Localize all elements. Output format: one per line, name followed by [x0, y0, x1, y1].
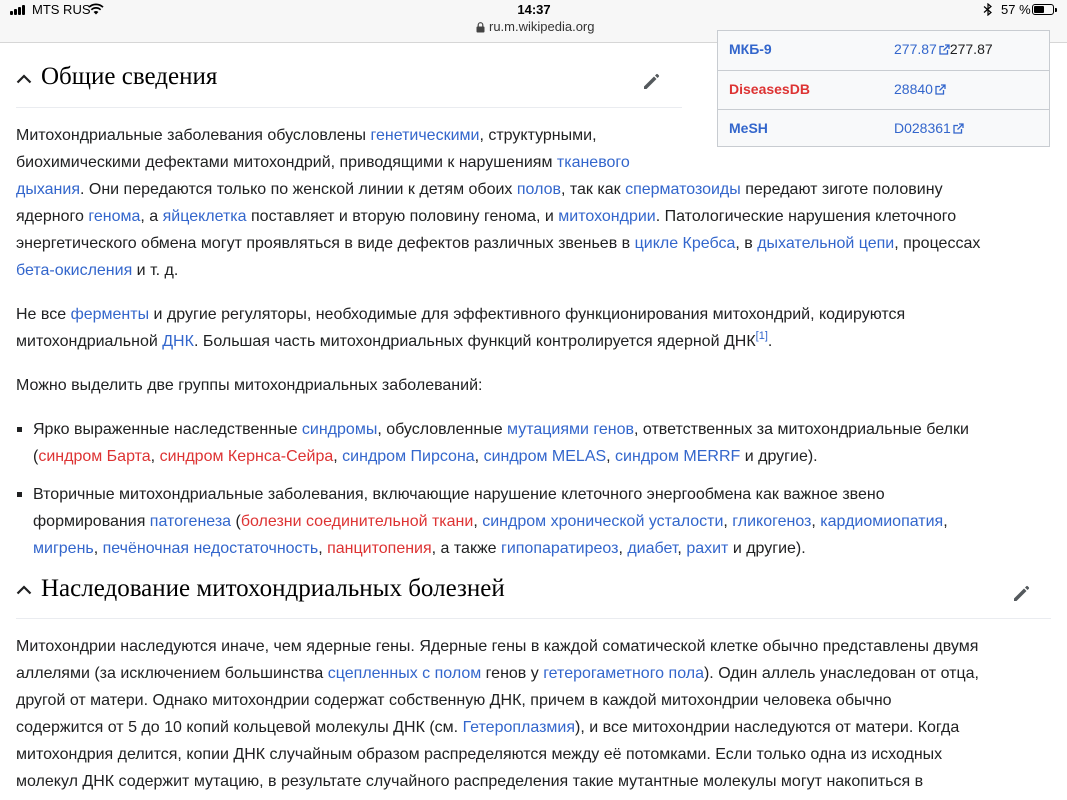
text-run: Ярко выраженные наследственные: [33, 421, 302, 438]
infobox-label[interactable]: DiseasesDB: [729, 81, 810, 97]
wiki-link[interactable]: яйцеклетка: [162, 208, 247, 225]
wiki-link[interactable]: печёночная недостаточность: [102, 540, 319, 557]
text-line: [16, 633, 979, 660]
text-line: [16, 301, 905, 328]
text-run: ,: [677, 540, 687, 557]
wiki-link-missing[interactable]: синдром Барта: [38, 448, 151, 465]
text-line: [16, 714, 979, 741]
list-item-hereditary: [33, 416, 969, 470]
text-run: Вторичные митохондриальные заболевания, включающие нарушение клеточного энергообмена как важное звено: [33, 486, 885, 503]
infobox-row-icd9: [718, 31, 1049, 71]
paragraph-inheritance-1: [16, 633, 979, 795]
infobox-row-diseasesdb: [718, 70, 1049, 110]
text-run: , в: [735, 235, 758, 252]
text-run: формирования: [33, 513, 150, 530]
text-run: (: [231, 513, 241, 530]
infobox-value-link[interactable]: 277.87: [894, 41, 937, 57]
text-run: ,: [943, 513, 948, 530]
text-run: передают зиготе половину: [740, 181, 943, 198]
clock: 14:37: [517, 2, 551, 17]
text-run: . Они передаются только по женской линии к детям обоих: [80, 181, 517, 198]
edit-pencil-icon[interactable]: [641, 72, 661, 92]
text-run: , процессах: [894, 235, 981, 252]
heading-divider: [16, 107, 682, 108]
text-run: , а: [140, 208, 163, 225]
text-run: другой от матери. Однако митохондрии содержат собственную ДНК, причем в каждой митохондрии человека обычно: [16, 692, 892, 709]
wiki-link[interactable]: тканевого: [556, 154, 630, 171]
external-link-icon: [939, 44, 950, 55]
text-line: [33, 535, 948, 562]
text-run: ,: [333, 448, 343, 465]
text-run: , а также: [431, 540, 501, 557]
section-heading-general[interactable]: Общие сведения: [41, 63, 218, 90]
bluetooth-icon: [983, 3, 993, 16]
section-heading-inheritance[interactable]: Наследование митохондриальных болезней: [41, 575, 505, 602]
battery-icon: [1032, 4, 1054, 15]
wiki-link[interactable]: гипопаратиреоз: [500, 540, 619, 557]
wiki-link[interactable]: рахит: [686, 540, 729, 557]
wiki-link[interactable]: дыхания: [16, 181, 80, 198]
wiki-link[interactable]: мигрень: [33, 540, 94, 557]
wiki-link[interactable]: синдромы: [301, 421, 378, 438]
infobox-value: [894, 81, 946, 97]
cellular-signal-icon: [10, 5, 28, 15]
wiki-link[interactable]: синдром MELAS: [483, 448, 607, 465]
address-bar-url[interactable]: ru.m.wikipedia.org: [489, 19, 595, 34]
text-run: ,: [811, 513, 821, 530]
text-line: [33, 481, 948, 508]
collapse-section-chevron-icon[interactable]: [16, 74, 32, 84]
text-run: аллелями (за исключением большинства: [16, 665, 328, 682]
text-line: [16, 741, 979, 768]
text-line: [16, 203, 980, 230]
text-line: [16, 149, 980, 176]
text-run: , ответственных за митохондриальные белки: [634, 421, 969, 438]
text-line: [16, 122, 980, 149]
text-run: ,: [150, 448, 160, 465]
text-run: молекул ДНК содержит мутацию, в результате случайного распределения такие мутантные молекулы могут накопиться в: [16, 773, 924, 790]
text-line: [16, 768, 979, 795]
text-run: Митохондриальные заболевания обусловлены: [16, 127, 371, 144]
paragraph-general-1: [16, 122, 980, 284]
bullet-marker: [17, 492, 22, 497]
wiki-link[interactable]: Гетероплазмия: [462, 719, 576, 736]
infobox-value-extra: 277.87: [949, 41, 993, 57]
wiki-link[interactable]: гетерогаметного пола: [543, 665, 704, 682]
text-run: Митохондрии наследуются иначе, чем ядерные гены. Ядерные гены в каждой соматической клетке обычно представлены двумя: [16, 638, 979, 655]
wifi-icon: [88, 3, 104, 15]
text-run: и другие).: [740, 448, 818, 465]
wiki-link[interactable]: генетическими: [370, 127, 480, 144]
text-run: ядерного: [16, 208, 89, 225]
text-line: [33, 508, 948, 535]
text-run: генов у: [481, 665, 544, 682]
text-line: [33, 443, 969, 470]
wiki-link-missing[interactable]: болезни соединительной ткани: [240, 513, 474, 530]
carrier-name: MTS RUS: [32, 2, 91, 17]
text-run: ,: [93, 540, 103, 557]
text-run: энергетического обмена могут проявляться в виде дефектов различных звеньев в: [16, 235, 635, 252]
wiki-link[interactable]: бета-окисления: [16, 262, 133, 279]
text-run: митохондриальной: [16, 333, 163, 350]
infobox-value-link[interactable]: D028361: [894, 120, 951, 136]
text-line: [16, 230, 980, 257]
wiki-link[interactable]: полов: [516, 181, 561, 198]
text-run: ,: [723, 513, 733, 530]
text-run: , обусловленные: [377, 421, 508, 438]
wiki-link[interactable]: синдром хронической усталости: [482, 513, 724, 530]
wiki-link[interactable]: сцепленных с полом: [327, 665, 482, 682]
list-item-secondary: [33, 481, 948, 562]
footnote-ref[interactable]: [1]: [755, 330, 768, 342]
text-run: .: [767, 333, 773, 350]
wiki-link[interactable]: дыхательной цепи: [757, 235, 895, 252]
text-run: ,: [606, 448, 616, 465]
lock-icon: [476, 22, 485, 33]
text-run: ,: [473, 513, 483, 530]
wiki-link[interactable]: генома: [88, 208, 141, 225]
wiki-link[interactable]: патогенеза: [149, 513, 232, 530]
wiki-link[interactable]: ДНК: [162, 333, 194, 350]
text-line: [16, 257, 980, 284]
text-run: митохондрия делится, копии ДНК случайным образом распределяются между её потомками. Если только одна из исходных: [16, 746, 943, 763]
heading-divider: [16, 618, 1051, 619]
collapse-section-chevron-icon[interactable]: [16, 585, 32, 595]
infobox-value-link[interactable]: 28840: [894, 81, 933, 97]
text-run: ,: [618, 540, 628, 557]
wiki-link[interactable]: гликогеноз: [732, 513, 812, 530]
infobox-value: [894, 41, 993, 57]
text-run: и т. д.: [132, 262, 179, 279]
wiki-link[interactable]: диабет: [627, 540, 678, 557]
battery-percent: 57 %: [1001, 2, 1031, 17]
wiki-link[interactable]: мутациями генов: [507, 421, 635, 438]
wiki-link[interactable]: цикле Кребса: [634, 235, 736, 252]
edit-pencil-icon[interactable]: [1011, 584, 1031, 604]
wiki-link[interactable]: митохондрии: [558, 208, 656, 225]
text-run: и другие регуляторы, необходимые для эффективного функционирования митохондрий, кодируются: [149, 306, 906, 323]
text-run: ,: [474, 448, 484, 465]
paragraph-general-2: [16, 301, 905, 355]
text-run: содержится от 5 до 10 копий кольцевой молекулы ДНК (см.: [16, 719, 463, 736]
text-line: [16, 687, 979, 714]
wiki-link-missing[interactable]: синдром Кернса-Сейра: [159, 448, 334, 465]
wiki-link-missing[interactable]: панцитопения: [327, 540, 432, 557]
bullet-marker: [17, 427, 22, 432]
text-run: ,: [318, 540, 328, 557]
wiki-link[interactable]: синдром MERRF: [615, 448, 741, 465]
text-run: (: [33, 448, 39, 465]
text-run: . Большая часть митохондриальных функций контролируется ядерной ДНК: [193, 333, 756, 350]
text-run: ). Один аллель унаследован от отца,: [703, 665, 979, 682]
text-run: поставляет и вторую половину генома, и: [246, 208, 559, 225]
wiki-link[interactable]: синдром Пирсона: [342, 448, 475, 465]
wiki-link[interactable]: кардиомиопатия: [820, 513, 944, 530]
text-run: и другие).: [728, 540, 806, 557]
infobox-label[interactable]: МКБ-9: [729, 41, 772, 57]
external-link-icon: [935, 84, 946, 95]
wiki-link[interactable]: ферменты: [70, 306, 150, 323]
wiki-link[interactable]: сперматозоиды: [625, 181, 741, 198]
text-line: [16, 660, 979, 687]
text-line: [33, 416, 969, 443]
text-run: , структурными,: [479, 127, 597, 144]
text-run: биохимическими дефектами митохондрий, приводящими к нарушениям: [16, 154, 557, 171]
paragraph-general-3: Можно выделить две группы митохондриальных заболеваний:: [16, 377, 483, 394]
text-run: , так как: [560, 181, 626, 198]
infobox-label[interactable]: MeSH: [729, 120, 768, 136]
text-line: [16, 176, 980, 203]
text-run: Не все: [16, 306, 71, 323]
text-run: . Патологические нарушения клеточного: [655, 208, 957, 225]
text-line: [16, 328, 905, 355]
text-run: ), и все митохондрии наследуются от матери. Когда: [575, 719, 960, 736]
